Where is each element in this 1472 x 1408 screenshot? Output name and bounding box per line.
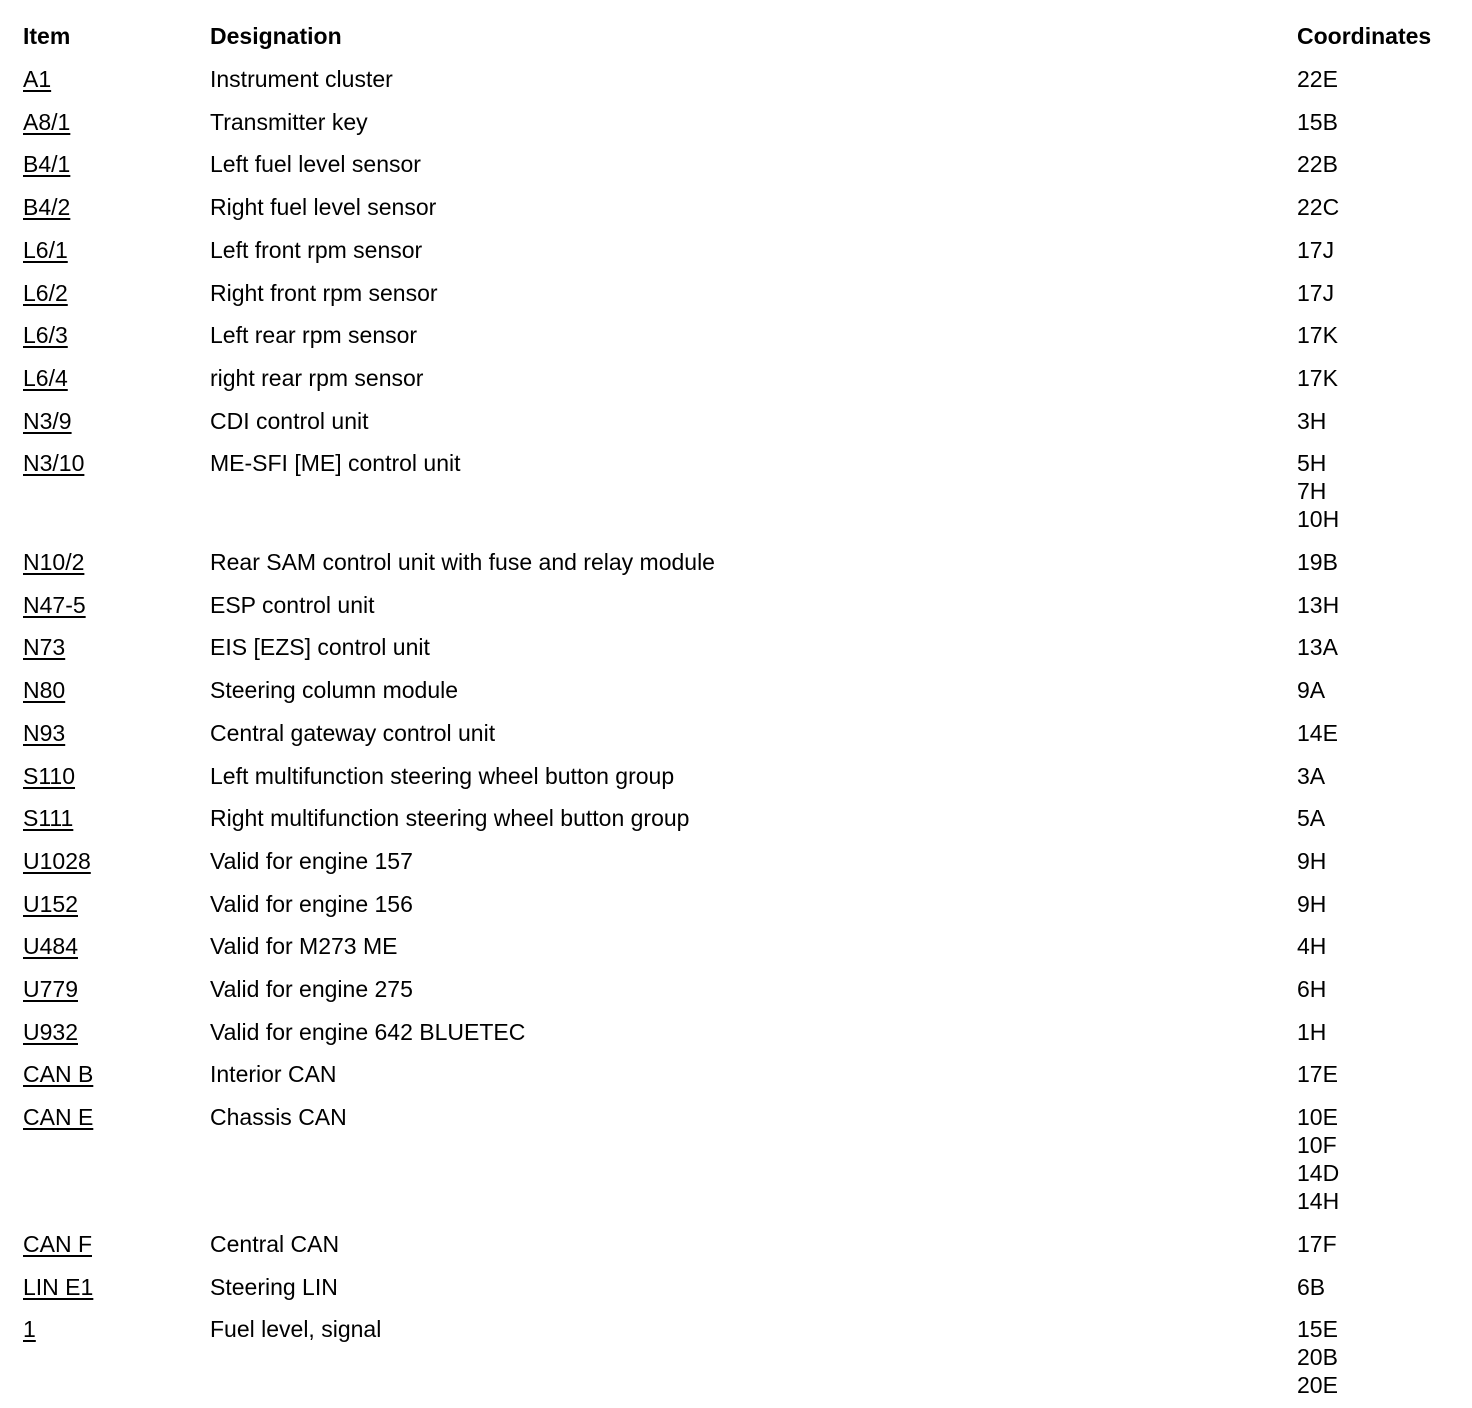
row-designation: Central gateway control unit	[210, 719, 496, 746]
coordinate-value: 14D	[1297, 1160, 1340, 1187]
row-item-cell	[23, 1018, 78, 1046]
coordinate-value: 4H	[1297, 933, 1327, 960]
row-item-cell	[23, 407, 72, 435]
row-designation: right rear rpm sensor	[210, 364, 424, 391]
coordinate-value: 9H	[1297, 847, 1327, 874]
item-link[interactable]: N80	[23, 677, 66, 704]
coordinate-value: 10E	[1297, 1104, 1338, 1131]
row-coordinates	[1297, 719, 1338, 747]
item-link[interactable]: B4/1	[23, 151, 71, 178]
row-designation: Fuel level, signal	[210, 1316, 382, 1343]
row-coordinates	[1297, 847, 1326, 875]
row-designation: Valid for engine 157	[210, 847, 413, 874]
row-coordinates	[1297, 591, 1339, 619]
row-coordinates	[1297, 1230, 1337, 1258]
row-designation: Left multifunction steering wheel button group	[210, 762, 675, 789]
coordinate-value: 7H	[1297, 478, 1327, 505]
row-designation: Left rear rpm sensor	[210, 322, 418, 349]
row-coordinates	[1297, 449, 1339, 533]
item-link[interactable]: S111	[23, 805, 74, 832]
row-coordinates	[1297, 676, 1325, 704]
row-designation: Interior CAN	[210, 1061, 337, 1088]
row-designation: Steering column module	[210, 677, 459, 704]
coordinate-value: 17J	[1297, 279, 1335, 306]
row-item-cell	[23, 804, 73, 832]
row-coordinates	[1297, 890, 1326, 918]
coordinate-value: 5A	[1297, 805, 1326, 832]
row-item-cell	[23, 676, 65, 704]
row-coordinates	[1297, 279, 1334, 307]
row-coordinates	[1297, 150, 1338, 178]
row-item-cell	[23, 762, 75, 790]
row-item-cell	[23, 150, 70, 178]
row-coordinates	[1297, 1060, 1338, 1088]
row-coordinates	[1297, 932, 1326, 960]
item-link[interactable]: CAN F	[23, 1230, 92, 1257]
item-link[interactable]: A1	[23, 66, 52, 92]
item-link[interactable]: S110	[23, 762, 76, 789]
row-designation: Steering LIN	[210, 1273, 338, 1300]
coordinate-value: 22E	[1297, 66, 1338, 92]
item-link[interactable]: L6/4	[23, 364, 68, 391]
row-coordinates	[1297, 407, 1326, 435]
item-link[interactable]: N3/10	[23, 450, 85, 477]
coordinate-value: 15B	[1297, 108, 1338, 135]
coordinate-value: 20E	[1297, 1372, 1338, 1399]
row-coordinates	[1297, 804, 1325, 832]
item-link[interactable]: L6/1	[23, 236, 68, 263]
row-item-cell	[23, 364, 68, 392]
item-link[interactable]: N10/2	[23, 549, 85, 575]
row-item-cell	[23, 591, 86, 619]
coordinate-value: 5H	[1297, 450, 1327, 477]
item-link[interactable]: L6/3	[23, 322, 68, 349]
coordinate-value: 14E	[1297, 719, 1338, 746]
coordinate-value: 14H	[1297, 1188, 1340, 1215]
row-item-cell	[23, 719, 65, 747]
coordinate-value: 22C	[1297, 194, 1340, 221]
row-designation: CDI control unit	[210, 407, 369, 434]
row-designation: Valid for engine 275	[210, 976, 413, 1002]
row-item-cell	[23, 890, 78, 918]
row-coordinates	[1297, 1273, 1325, 1301]
coordinate-value: 22B	[1297, 151, 1338, 178]
item-link[interactable]: N47-5	[23, 591, 86, 618]
item-link[interactable]: 1	[23, 1316, 36, 1343]
row-item-cell	[23, 65, 51, 93]
row-designation: EIS [EZS] control unit	[210, 634, 430, 661]
item-link[interactable]: U484	[23, 933, 78, 960]
coordinate-value: 17E	[1297, 1061, 1338, 1088]
row-designation: ESP control unit	[210, 591, 375, 618]
row-designation: Transmitter key	[210, 108, 368, 135]
header-coordinates: Coordinates	[1297, 23, 1432, 49]
row-item-cell	[23, 847, 91, 875]
row-designation: Valid for engine 156	[210, 890, 413, 917]
row-designation: Right fuel level sensor	[210, 194, 437, 221]
row-coordinates	[1297, 548, 1338, 576]
coordinate-value: 3A	[1297, 762, 1326, 789]
item-link[interactable]: L6/2	[23, 279, 68, 306]
row-designation: Right front rpm sensor	[210, 279, 438, 306]
row-item-cell	[23, 932, 78, 960]
row-designation: Valid for engine 642 BLUETEC	[210, 1018, 526, 1045]
row-designation: Rear SAM control unit with fuse and relay module	[210, 549, 715, 575]
row-designation: Central CAN	[210, 1230, 340, 1257]
row-coordinates	[1297, 1103, 1339, 1215]
row-item-cell	[23, 1273, 93, 1301]
row-coordinates	[1297, 193, 1339, 221]
item-link[interactable]: U932	[23, 1018, 78, 1045]
coordinate-value: 17K	[1297, 364, 1338, 391]
item-link[interactable]: N3/9	[23, 407, 72, 434]
row-item-cell	[23, 449, 84, 477]
row-item-cell	[23, 193, 70, 221]
coordinate-value: 19B	[1297, 549, 1338, 575]
row-coordinates	[1297, 975, 1326, 1003]
row-item-cell	[23, 975, 78, 1003]
item-link[interactable]: CAN E	[23, 1104, 94, 1131]
coordinate-value: 20B	[1297, 1344, 1338, 1371]
item-link[interactable]: U1028	[23, 847, 91, 874]
row-item-cell	[23, 108, 70, 136]
coordinate-value: 1H	[1297, 1018, 1327, 1045]
row-designation: Right multifunction steering wheel button group	[210, 805, 690, 832]
coordinate-value: 17J	[1297, 236, 1335, 263]
row-item-cell	[23, 1060, 93, 1088]
row-designation: ME-SFI [ME] control unit	[210, 450, 461, 477]
row-item-cell	[23, 1315, 36, 1343]
row-item-cell	[23, 1230, 92, 1258]
row-coordinates	[1297, 1315, 1338, 1399]
row-coordinates	[1297, 65, 1338, 93]
row-item-cell	[23, 633, 65, 661]
row-designation: Chassis CAN	[210, 1104, 347, 1131]
header-item: Item	[23, 23, 71, 49]
coordinate-value: 9H	[1297, 890, 1327, 917]
item-link[interactable]: A8/1	[23, 108, 71, 135]
coordinate-value: 6B	[1297, 1273, 1326, 1300]
row-coordinates	[1297, 364, 1338, 392]
coordinate-value: 17F	[1297, 1230, 1337, 1257]
row-coordinates	[1297, 633, 1338, 661]
item-link[interactable]: LIN E1	[23, 1273, 94, 1300]
coordinate-value: 6H	[1297, 976, 1327, 1002]
row-coordinates	[1297, 1018, 1326, 1046]
row-item-cell	[23, 548, 84, 576]
coordinate-value: 9A	[1297, 677, 1326, 704]
row-designation: Left fuel level sensor	[210, 151, 421, 178]
row-coordinates	[1297, 321, 1338, 349]
item-link[interactable]: N73	[23, 634, 66, 661]
row-item-cell	[23, 279, 68, 307]
row-designation: Instrument cluster	[210, 66, 393, 92]
item-link[interactable]: N93	[23, 719, 66, 746]
row-item-cell	[23, 236, 68, 264]
coordinate-value: 10H	[1297, 506, 1340, 533]
row-designation: Left front rpm sensor	[210, 236, 423, 263]
item-link[interactable]: B4/2	[23, 194, 71, 221]
coordinate-value: 3H	[1297, 407, 1327, 434]
coordinate-value: 15E	[1297, 1316, 1338, 1343]
coordinate-value: 17K	[1297, 322, 1338, 349]
header-designation: Designation	[210, 23, 342, 49]
row-designation: Valid for M273 ME	[210, 933, 398, 960]
item-link[interactable]: U152	[23, 890, 78, 917]
item-link[interactable]: U779	[23, 976, 78, 1002]
coordinate-value: 13A	[1297, 634, 1338, 661]
coordinate-value: 10F	[1297, 1132, 1337, 1159]
row-item-cell	[23, 321, 68, 349]
row-coordinates	[1297, 236, 1334, 264]
row-item-cell	[23, 1103, 93, 1131]
row-coordinates	[1297, 762, 1325, 790]
row-coordinates	[1297, 108, 1338, 136]
coordinate-value: 13H	[1297, 591, 1340, 618]
item-link[interactable]: CAN B	[23, 1061, 94, 1088]
